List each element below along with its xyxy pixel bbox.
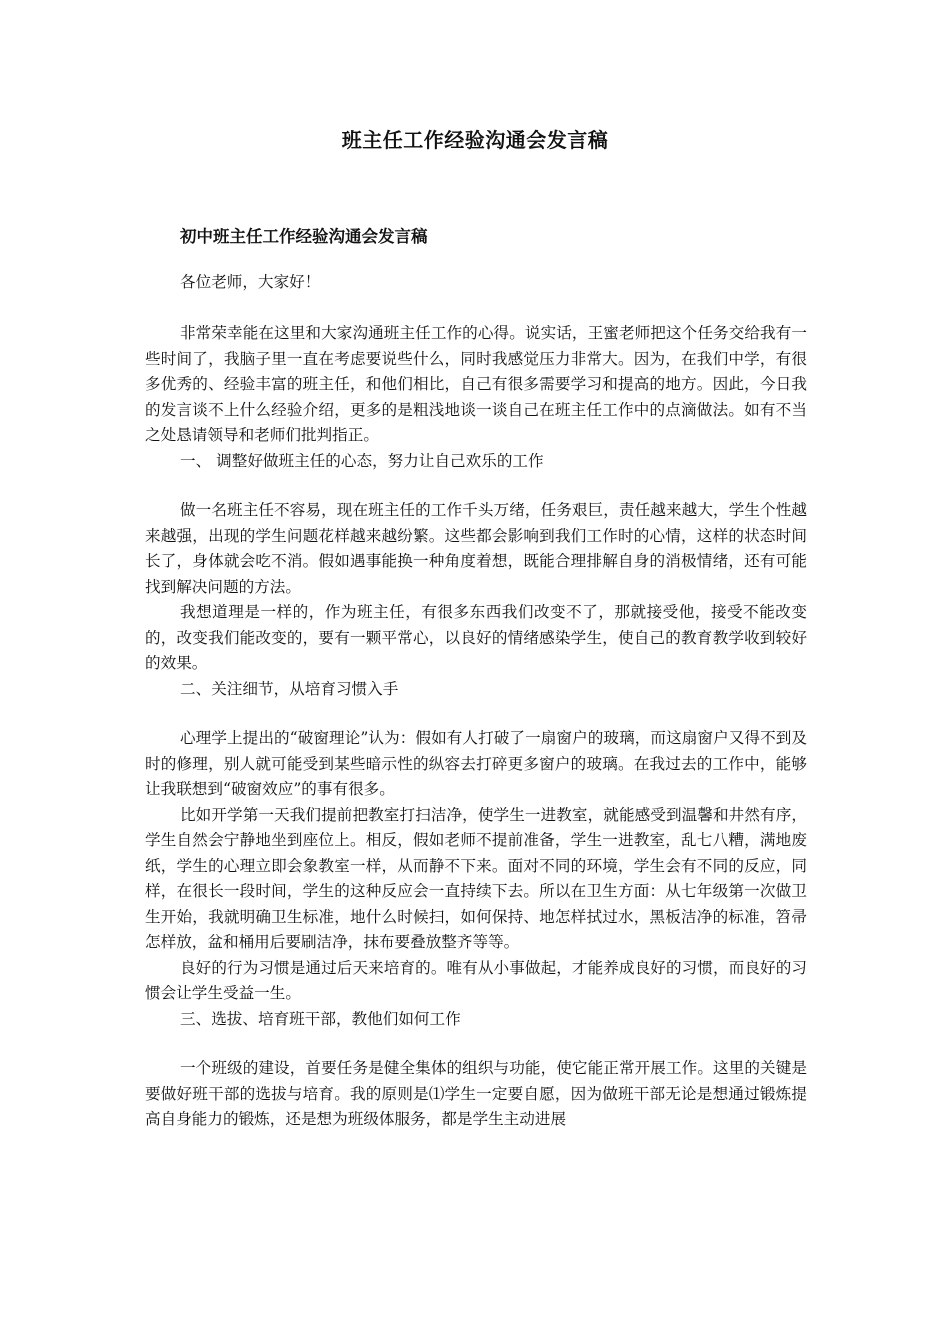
greeting: 各位老师，大家好！: [180, 272, 321, 291]
section-3-paragraph-1: 一个班级的建设，首要任务是健全集体的组织与功能，使它能正常开展工作。这里的关键是要做好班干部的选拔与培育。我的原则是⑴学生一定要自愿，因为做班干部无论是想通过锻炼提高自身能力的锻炼，还是想为班级体服务，都是学生主动进展: [145, 1059, 807, 1128]
section-2-paragraph-2: 比如开学第一天我们提前把教室打扫洁净，使学生一进教室，就能感受到温馨和井然有序，学生自然会宁静地坐到座位上。相反，假如老师不提前准备，学生一进教室，乱七八糟，满地废纸，学生的心理立即会象教室一样，从而静不下来。面对不同的环境，学生会有不同的反应，同样，在很长一段时间，学生的这种反应会一直持续下去。所以在卫生方面：从七年级第一次做卫生开始，我就明确卫生标准，地什么时候扫，如何保持、地怎样拭过水，黑板洁净的标准，笤帚怎样放，盆和桶用后要刷洁净，抹布要叠放整齐等等。: [145, 805, 807, 951]
section-2-paragraph-1: 心理学上提出的“破窗理论”认为：假如有人打破了一扇窗户的玻璃，而这扇窗户又得不到及时的修理，别人就可能受到某些暗示性的纵容去打碎更多窗户的玻璃。在我过去的工作中，能够让我联想到“破窗效应”的事有很多。: [145, 729, 807, 798]
section-1-heading: 一、 调整好做班主任的心态，努力让自己欢乐的工作: [180, 451, 544, 470]
document-subtitle: 初中班主任工作经验沟通会发言稿: [180, 227, 428, 246]
section-2-paragraph-3: 良好的行为习惯是通过后天来培育的。唯有从小事做起，才能养成良好的习惯，而良好的习惯会让学生受益一生。: [145, 958, 807, 1002]
section-1-paragraph-1: 做一名班主任不容易，现在班主任的工作千头万绪，任务艰巨，责任越来越大，学生个性越来越强，出现的学生问题花样越来越纷繁。这些都会影响到我们工作时的心情，这样的状态时间长了，身体就会吃不消。假如遇事能换一种角度着想，既能合理排解自身的消极情绪，还有可能找到解决问题的方法。: [145, 501, 807, 596]
intro-paragraph: 非常荣幸能在这里和大家沟通班主任工作的心得。说实话，王蜜老师把这个任务交给我有一些时间了，我脑子里一直在考虑要说些什么，同时我感觉压力非常大。因为，在我们中学，有很多优秀的、经验丰富的班主任，和他们相比，自己有很多需要学习和提高的地方。因此，今日我的发言谈不上什么经验介绍，更多的是粗浅地谈一谈自己在班主任工作中的点滴做法。如有不当之处恳请领导和老师们批判指正。: [145, 324, 807, 444]
document-title: 班主任工作经验沟通会发言稿: [341, 128, 609, 152]
section-2-heading: 二、关注细节，从培育习惯入手: [180, 679, 399, 698]
section-3-heading: 三、选拔、培育班干部，教他们如何工作: [180, 1009, 461, 1028]
document-body: [145, 224, 807, 1133]
section-1-paragraph-2: 我想道理是一样的，作为班主任，有很多东西我们改变不了，那就接受他，接受不能改变的，改变我们能改变的，要有一颗平常心，以良好的情绪感染学生，使自己的教育教学收到较好的效果。: [145, 603, 807, 672]
